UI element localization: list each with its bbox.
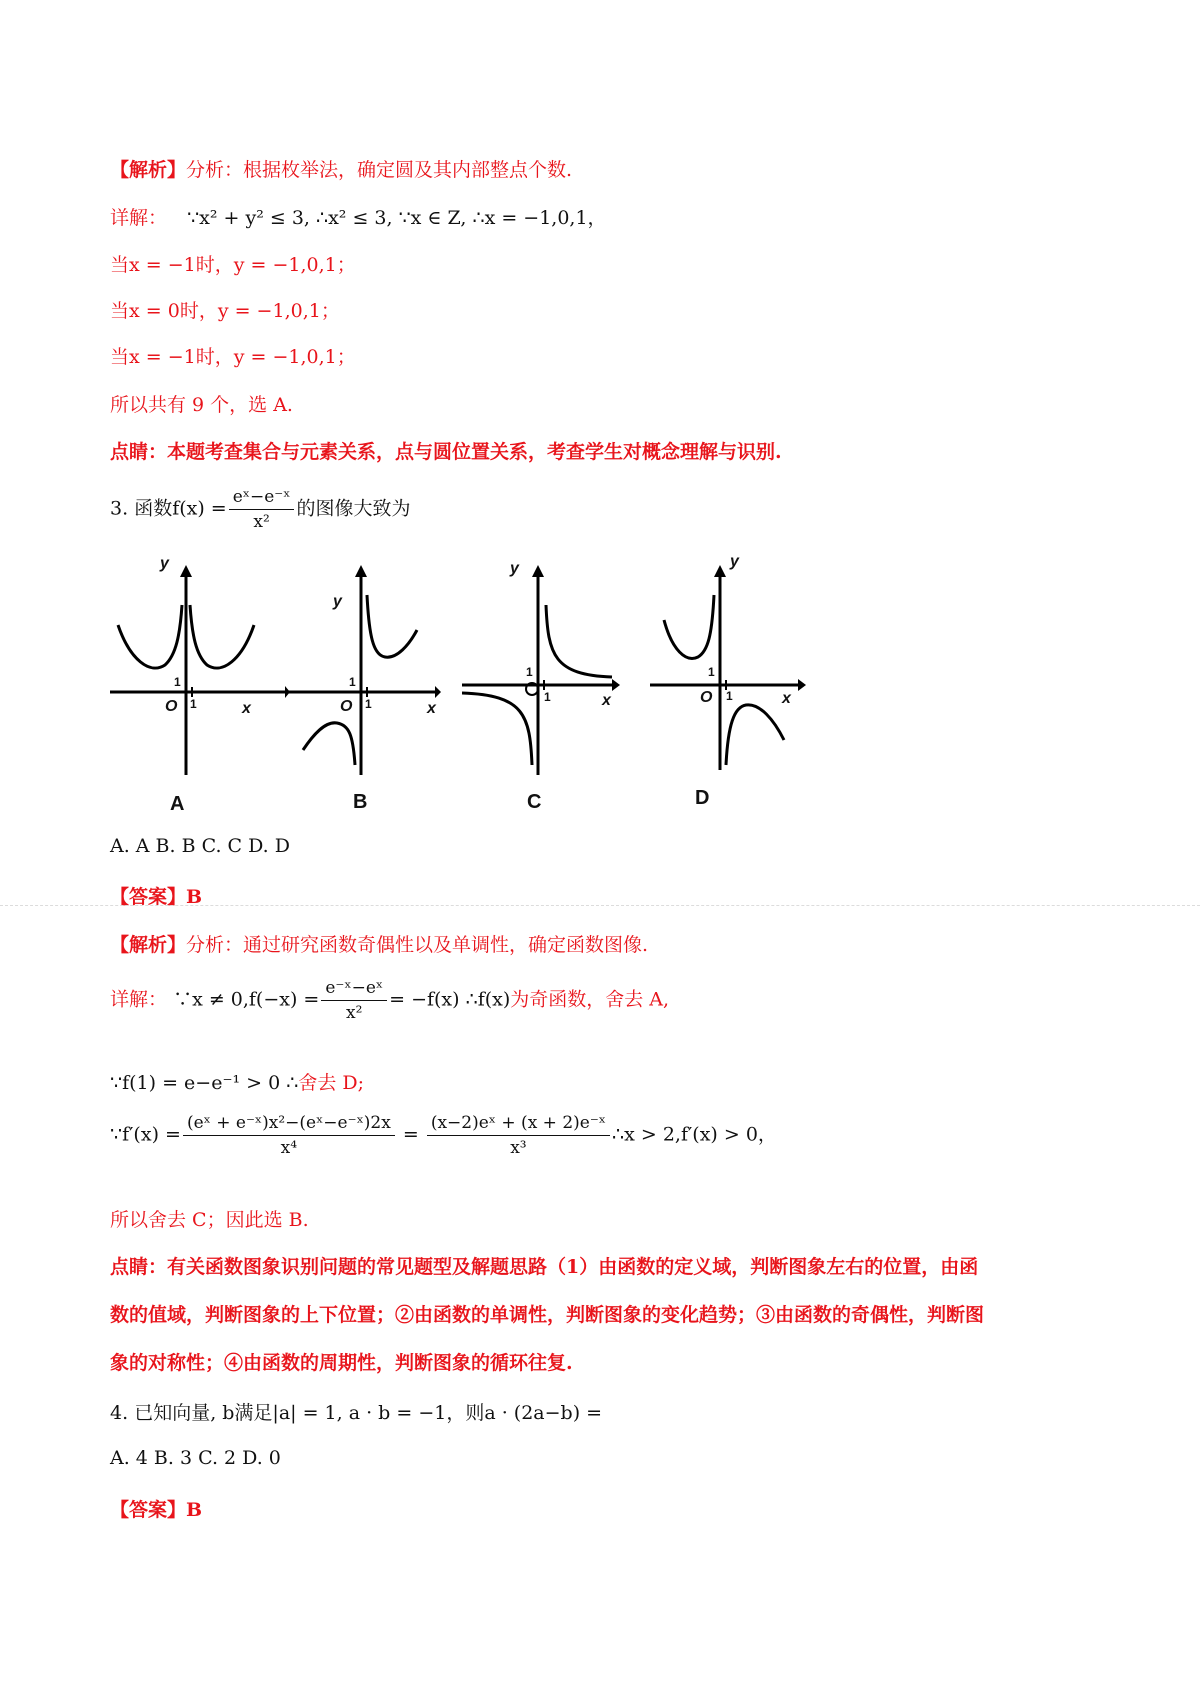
- graph-c-svg: [462, 565, 632, 780]
- graph-b: [285, 565, 445, 813]
- tick-label-y: 1: [174, 675, 181, 689]
- y-label: y: [333, 593, 342, 610]
- derivative-pre: ∵f′(x) =: [110, 1123, 181, 1146]
- case-condition: x = −1时，: [129, 346, 234, 368]
- detail-label: 详解：: [110, 988, 168, 1011]
- answer-value: B: [186, 1499, 203, 1521]
- tick-label-y: 1: [708, 665, 715, 679]
- answer-value: B: [186, 886, 203, 908]
- page-separator: [0, 905, 1200, 906]
- detail-post-text: 为奇函数，舍去 A,: [510, 988, 670, 1011]
- conclusion-line-1: 所以共有 9 个，选 A.: [110, 394, 293, 416]
- detail-line-3: [110, 978, 669, 1023]
- detail-fraction: [321, 978, 387, 1023]
- question-number: 4.: [110, 1402, 129, 1424]
- analysis-line-3: [110, 930, 648, 957]
- fraction-numerator: (x−2)eˣ + (x + 2)e⁻ˣ: [427, 1113, 610, 1136]
- question-number: 3.: [110, 497, 129, 520]
- analysis-text: 分析：根据枚举法，确定圆及其内部整点个数.: [186, 159, 573, 181]
- case-line-1: [110, 250, 356, 277]
- insight-line-3b: 数的值域，判断图象的上下位置；②由函数的单调性，判断图象的变化趋势；③由函数的奇偶性，判断图: [110, 1304, 985, 1326]
- graph-label-d: D: [695, 787, 710, 809]
- case-result: y = −1,0,1；: [233, 254, 356, 276]
- curve-left: [303, 723, 355, 765]
- detail-line-1: [110, 203, 607, 230]
- fraction-numerator: eˣ−e⁻ˣ: [229, 487, 295, 510]
- graph-a: [110, 555, 290, 815]
- analysis-text: 分析：通过研究函数奇偶性以及单调性，确定函数图像.: [186, 934, 649, 956]
- origin-label: O: [165, 698, 178, 715]
- graph-a-svg: [110, 565, 290, 780]
- fraction-denominator: x²: [346, 1003, 363, 1023]
- graph-label-c: C: [527, 791, 542, 813]
- insight-line-3a: 点睛：有关函数图象识别问题的常见题型及解题思路（1）由函数的定义域，判断图象左右的位置，由函: [110, 1256, 979, 1278]
- x-label: x: [242, 700, 251, 717]
- fraction-denominator: x²: [253, 512, 270, 532]
- y-label: y: [160, 555, 169, 572]
- origin-label: O: [700, 689, 713, 706]
- line-discard-d: [110, 1068, 364, 1095]
- case-line-3: [110, 342, 356, 369]
- curve-left: [462, 693, 532, 765]
- origin-label: O: [340, 698, 353, 715]
- x-label: x: [782, 690, 791, 707]
- derivative-fraction-1: [183, 1113, 395, 1158]
- options-q4: A. 4 B. 3 C. 2 D. 0: [110, 1447, 281, 1469]
- detail-label: 详解：: [110, 207, 168, 229]
- x-arrow: [798, 679, 806, 691]
- detail-post-math: = −f(x) ∴f(x): [389, 988, 511, 1011]
- question-4: [110, 1398, 602, 1425]
- case-line-2: [110, 296, 340, 323]
- curve-right: [190, 605, 254, 668]
- case-prefix: 当: [110, 346, 130, 368]
- graph-label-a: A: [170, 793, 185, 815]
- options-q3: A. A B. B C. C D. D: [110, 835, 290, 857]
- y-arrow: [714, 565, 726, 577]
- answer-tag: 【答案】: [110, 1499, 187, 1521]
- tick-label-y: 1: [526, 665, 533, 679]
- detail-pre: ∵x ≠ 0,f(−x) =: [173, 988, 320, 1011]
- x-label: x: [602, 692, 611, 709]
- case-prefix: 当: [110, 254, 130, 276]
- insight-line-3c: 象的对称性；④由函数的周期性，判断图象的循环往复.: [110, 1352, 573, 1374]
- x-arrow: [612, 679, 620, 691]
- fraction-denominator: x³: [510, 1138, 527, 1158]
- graph-b-svg: [285, 565, 445, 780]
- y-arrow: [180, 565, 192, 577]
- fraction-numerator: (eˣ + e⁻ˣ)x²−(eˣ−e⁻ˣ)2x: [183, 1113, 395, 1136]
- tick-label-x: 1: [726, 689, 733, 703]
- graph-d-svg: [650, 565, 815, 780]
- graph-label-b: B: [353, 791, 368, 813]
- x-label: x: [427, 700, 436, 717]
- y-label: y: [730, 553, 739, 570]
- question-text: 已知向量, b满足|a| = 1, a · b = −1，则a · (2a−b) =: [134, 1402, 603, 1424]
- question-pre: 函数f(x) =: [134, 497, 227, 520]
- curve-right: [726, 705, 784, 765]
- x-arrow: [435, 686, 441, 698]
- y-arrow: [355, 565, 367, 577]
- derivative-line: ∵f′(x) = $\frac{\text{(eˣ + e⁻ˣ)x²−(eˣ−e⁻ˣ)2x}}{\text{x⁴}}$ = $\frac{\text{(x−2)eˣ + (x + 2)e⁻ˣ}}{\text{x³}}$ ∴x > 2,f′(x) > 0，: [110, 1113, 777, 1158]
- detail-formula: ∵x² + y² ≤ 3, ∴x² ≤ 3, ∵x ∈ Z, ∴x = −1,0,1，: [187, 207, 607, 229]
- tick-label-x: 1: [365, 697, 372, 711]
- case-condition: x = −1时，: [129, 254, 234, 276]
- answer-q4: [110, 1495, 202, 1522]
- tick-label-y: 1: [349, 675, 356, 689]
- derivative-fraction-2: [427, 1113, 610, 1158]
- y-label: y: [510, 560, 519, 577]
- analysis-tag: 【解析】: [110, 934, 187, 956]
- analysis-line-1: [110, 155, 572, 182]
- fraction-numerator: e⁻ˣ−eˣ: [321, 978, 387, 1001]
- curve-left: [118, 605, 182, 668]
- derivative-post: ∴x > 2,f′(x) > 0，: [612, 1123, 777, 1146]
- graph-c: [462, 560, 632, 813]
- y-arrow: [532, 565, 544, 577]
- question-fraction: [229, 487, 295, 532]
- insight-line-1: 点睛：本题考查集合与元素关系，点与圆位置关系，考查学生对概念理解与识别.: [110, 441, 782, 463]
- case-result: y = −1,0,1；: [233, 346, 356, 368]
- fraction-denominator: x⁴: [280, 1138, 298, 1158]
- tick-label-x: 1: [190, 697, 197, 711]
- answer-tag: 【答案】: [110, 886, 187, 908]
- case-result: y = −1,0,1；: [217, 300, 340, 322]
- case-prefix: 当: [110, 300, 130, 322]
- discard-d-text: 舍去 D;: [298, 1072, 364, 1094]
- discard-d-math: ∵f(1) = e−e⁻¹ > 0 ∴: [110, 1072, 299, 1094]
- question-3: [110, 487, 411, 532]
- analysis-tag: 【解析】: [110, 159, 187, 181]
- tick-label-x: 1: [544, 690, 551, 704]
- case-condition: x = 0时，: [129, 300, 218, 322]
- curve-left: [664, 595, 714, 658]
- conclusion-line-3: 所以舍去 C；因此选 B.: [110, 1209, 309, 1231]
- graph-d: [650, 553, 815, 809]
- curve-right: [367, 595, 417, 657]
- curve-right: [546, 605, 612, 677]
- question-post: 的图像大致为: [296, 497, 411, 520]
